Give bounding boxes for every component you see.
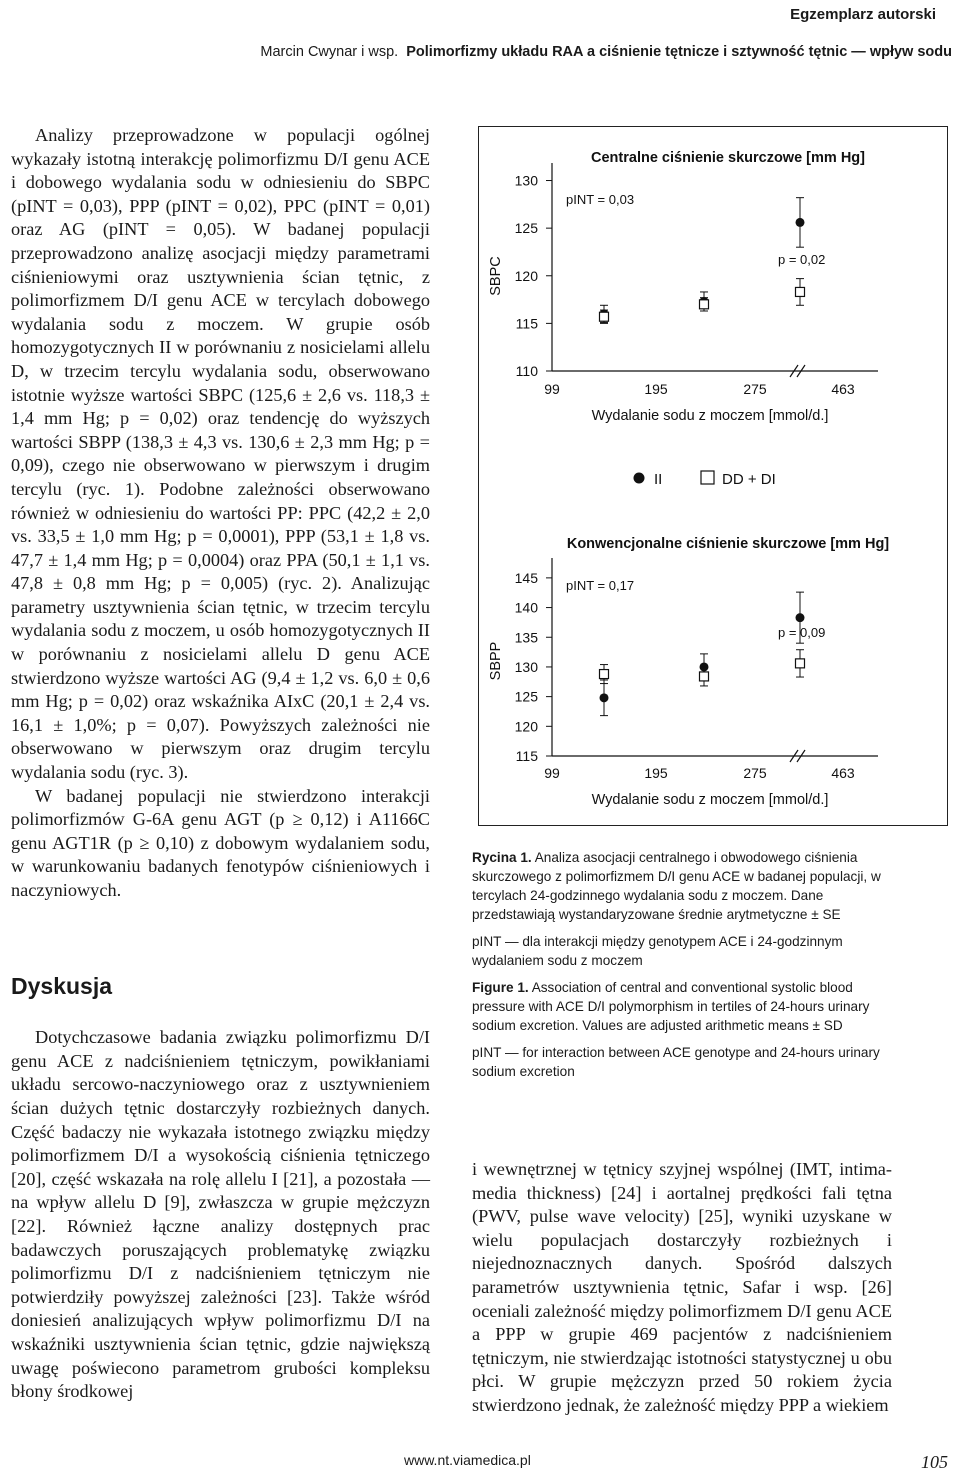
data-point-ii <box>796 218 805 227</box>
y-tick-label: 125 <box>514 220 538 237</box>
figure-1-svg <box>478 126 948 826</box>
running-header <box>260 44 952 60</box>
section-heading-discussion: Dyskusja <box>11 972 113 999</box>
y-tick-label: 115 <box>515 748 538 764</box>
p-value-annotation: p = 0,09 <box>778 625 826 640</box>
figure-caption <box>472 848 892 1089</box>
paragraph-discussion-continued: i wewnętrznej w tętnicy szyjnej wspólnej (IMT, intima-media thickness) [24] i aortalnej prędkości fali tętna (PWV, pulse wave velocity) [25], wyniki uzyskane w wielu populacjach dostarczyły rozbieżnych i niejednoznacznych danych. Spośród dalszych parametrów usztywnienia tętnic, Safar i wsp. [26] oceniali zależność między polimorfizmem D/I genu ACE a PPP w grupie 469 pacjentów z nadciśnieniem tętniczym, nie stwierdzając istotności statystycznej u obu płci. W grupie mężczyzn przed 50 rokiem życia stwierdzono jednak, że zależność między PPP a wiekiem <box>472 1159 892 1415</box>
plot-conventional-sbp <box>488 536 889 808</box>
p-int-annotation: pINT = 0,17 <box>566 578 635 593</box>
y-tick-label: 130 <box>514 172 538 189</box>
chart-title: Konwencjonalne ciśnienie skurczowe [mm Hg] <box>566 536 890 552</box>
paragraph-no-interaction: W badanej populacji nie stwierdzono interakcji polimorfizmów G-6A genu AGT (p ≥ 0,12) i A1166C genu AGT1R (p ≥ 0,10) z dobowym wydalaniem sodu, w warunkowaniu badanych fenotypów ciśnieniowych i naczyniowych. <box>11 785 430 900</box>
caption-english-pint: pINT — for interaction between ACE genotype and 24-hours urinary sodium excretion <box>472 1045 880 1079</box>
data-point-dd-di <box>796 287 805 296</box>
x-tick-label: 463 <box>831 765 855 781</box>
y-axis-label: SBPC <box>488 256 504 296</box>
y-tick-label: 140 <box>514 599 538 616</box>
paragraph-discussion: Dotychczasowe badania związku polimorfizmu D/I genu ACE z nadciśnieniem tętniczym, powikłaniami układu sercowo-naczyniowego oraz z usztywnieniem ścian dużych tętnic dostarczyły rozbieżnych danych. Część badaczy nie wykazała istotnego związku między polimorfizmem D/I a wysokością ciśnienia tętniczego [20], część wskazała na rolę allelu I [21], a pozostała — na wpływ allelu D [9], zwłaszcza w grupie mężczyzn [22]. Również łączne analizy dostępnych prac badawczych poruszających problematykę związku polimorfizmu D/I z nadciśnieniem tętniczym nie potwierdziły powyższej zależności [23]. Także wśród doniesień analizujących wpływ polimorfizmu D/I na wskaźniki usztywnienia ścian tętnic, gdzie największą uwagę poświecono parametrom grubości kompleksu błony środkowej <box>11 1027 430 1402</box>
right-column <box>472 1158 892 1418</box>
caption-english-label: Figure 1. <box>472 980 529 995</box>
data-point-dd-di <box>600 670 609 679</box>
legend-dd-di-label: DD + DI <box>722 471 776 488</box>
y-tick-label: 120 <box>514 267 538 284</box>
data-point-ii <box>796 613 805 622</box>
data-point-dd-di <box>700 672 709 681</box>
caption-polish-text: Analiza asocjacji centralnego i obwodowego ciśnienia skurczowego z polimorfizmem D/I genu ACE w badanej populacji, w tercylach 24-godzinnego wydalania sodu z moczem. Dane przedstawiają wystandaryzowane średnie arytmetyczne ± SE <box>472 850 881 922</box>
data-point-dd-di <box>600 312 609 321</box>
legend-ii-marker <box>634 473 645 484</box>
y-tick-label: 145 <box>514 569 538 586</box>
data-point-dd-di <box>700 300 709 309</box>
x-tick-label: 99 <box>544 765 560 781</box>
running-header-title: Polimorfizmy układu RAA a ciśnienie tętnicze i sztywność tętnic — wpływ sodu <box>406 44 952 60</box>
caption-polish <box>472 848 892 924</box>
y-tick-label: 130 <box>514 658 538 675</box>
caption-english-text: Association of central and conventional systolic blood pressure with ACE D/I polymorphism in tertiles of 24-hours urinary sodium excretion. Values are adjusted arithmetic means ± SD <box>472 980 870 1033</box>
x-tick-label: 195 <box>644 381 668 397</box>
p-value-annotation: p = 0,02 <box>778 252 826 267</box>
y-axis-label: SBPP <box>488 641 504 681</box>
y-tick-label: 125 <box>514 688 538 705</box>
caption-polish-pint: pINT — dla interakcji między genotypem ACE i 24-godzinnym wydalaniem sodu z moczem <box>472 934 843 968</box>
y-tick-label: 120 <box>514 718 538 735</box>
caption-polish-label: Rycina 1. <box>472 850 532 865</box>
author-copy-label: Egzemplarz autorski <box>790 6 936 23</box>
left-column <box>11 124 430 1404</box>
x-tick-label: 275 <box>743 381 767 397</box>
data-point-ii <box>600 693 609 702</box>
p-int-annotation: pINT = 0,03 <box>566 192 635 207</box>
x-axis-label: Wydalanie sodu z moczem [mmol/d.] <box>591 408 829 424</box>
x-tick-label: 275 <box>743 765 767 781</box>
legend-ii-label: II <box>654 471 663 488</box>
x-tick-label: 463 <box>831 381 855 397</box>
legend-dd-di-marker <box>701 471 714 484</box>
x-tick-label: 99 <box>544 381 560 397</box>
page-number: 105 <box>921 1452 948 1472</box>
x-axis-label: Wydalanie sodu z moczem [mmol/d.] <box>591 792 829 808</box>
figure-1 <box>478 126 948 826</box>
running-header-authors: Marcin Cwynar i wsp. <box>260 44 399 60</box>
caption-english <box>472 978 892 1035</box>
chart-title: Centralne ciśnienie skurczowe [mm Hg] <box>591 150 865 166</box>
plot-central-sbp <box>488 150 878 424</box>
y-tick-label: 110 <box>515 363 538 379</box>
footer-url: www.nt.viamedica.pl <box>404 1452 531 1468</box>
data-point-dd-di <box>796 659 805 668</box>
y-tick-label: 135 <box>514 629 538 646</box>
x-tick-label: 195 <box>644 765 668 781</box>
y-tick-label: 115 <box>515 315 538 332</box>
paragraph-results: Analizy przeprowadzone w populacji ogólnej wykazały istotną interakcję polimorfizmu D/I genu ACE i dobowego wydalania sodu w odniesieniu do SBPC (pINT = 0,03), PPP (pINT = 0,02), PPC (pINT = 0,01) oraz AG (pINT = 0,05). W badanej populacji przeprowadzono analizę asocjacji między parametrami ciśnieniowymi oraz usztywnienia ścian tętnic, z polimorfizmem D/I genu ACE w tercylach dobowego wydalania sodu z moczem. W grupie osób homozygotycznych II w porównaniu z nosicielami allelu D, w trzecim tercylu wydalania sodu, obserwowano istotnie wyższe wartości SBPC (125,6 ± 2,6 vs. 118,3 ± 1,4 mm Hg; p = 0,02) oraz tendencję do wyższych wartości SBPP (138,3 ± 4,3 vs. 130,6 ± 2,3 mm Hg; p = 0,09), czego nie obserwowano w pierwszym i drugim tercylu (ryc. 1). Podobne zależności obserwowano również w odniesieniu do wartości PP: PPC (42,2 ± 2,0 vs. 33,5 ± 1,0 mm Hg; p = 0,0001), PPP (53,1 ± 1,8 vs. 47,7 ± 1,4 mm Hg; p = 0,0004) oraz PPA (50,1 ± 1,1 vs. 47,8 ± 0,8 mm Hg; p = 0,005) (ryc. 2). Analizując parametry usztywnienia ścian tętnic, w trzecim tercylu wydalania sodu z moczem, u osób homozygotycznych II w porównaniu z nosicielami allelu D genu ACE stwierdzono wyższe wartości AG (9,4 ± 1,2 vs. 6,0 ± 0,6 mm Hg; p = 0,02) oraz wskaźnika AIxC (20,1 ± 2,4 vs. 16,1 ± 1,0%; p = 0,07). Powyższych zależności nie obserwowano w pierwszym oraz drugim tercylu wydalania sodu (ryc. 3). <box>11 125 430 783</box>
legend <box>634 471 776 488</box>
